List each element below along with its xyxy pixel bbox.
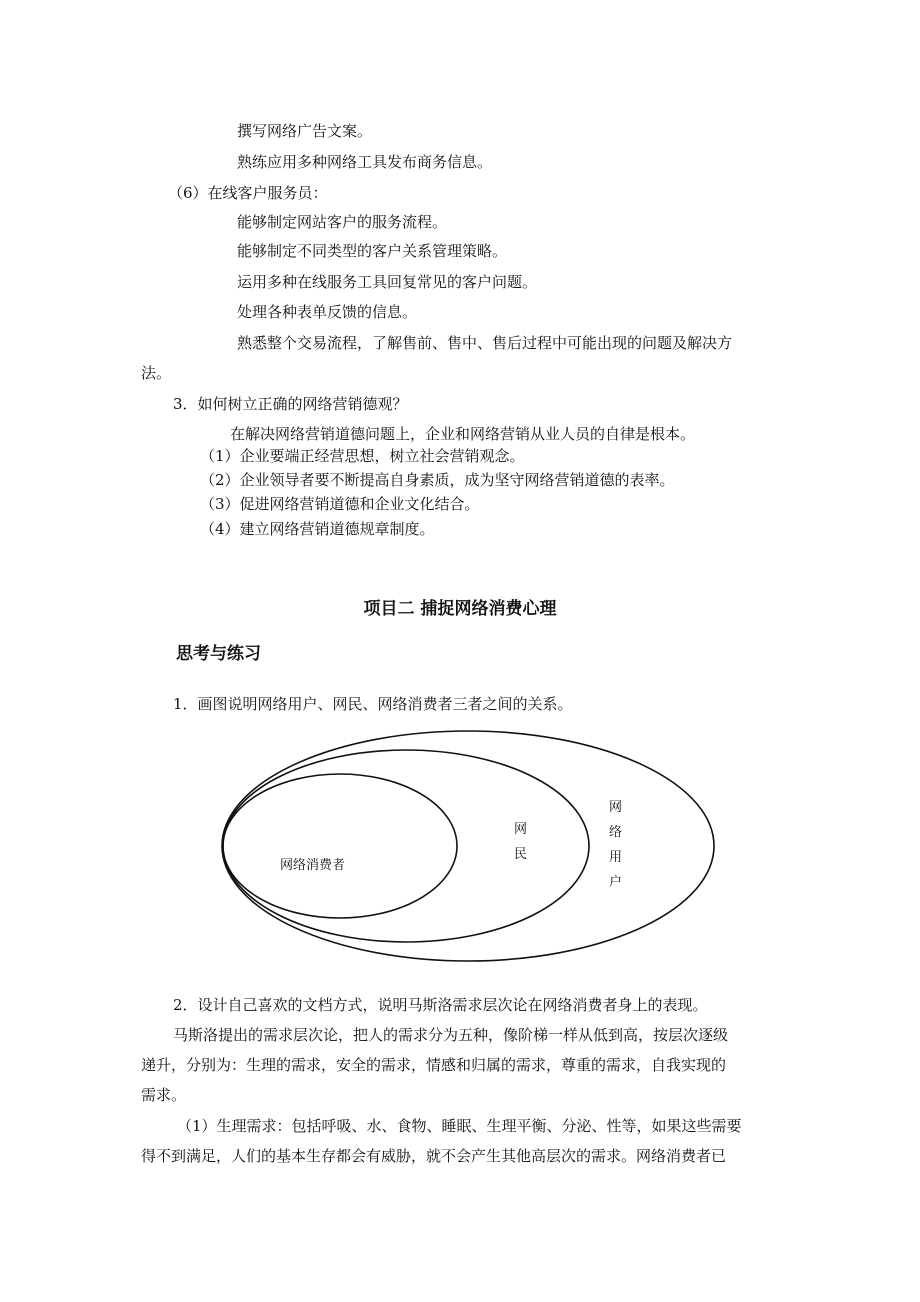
list-item: （3）促进网络营销道德和企业文化结合。 — [200, 495, 480, 513]
text-line: 能够制定网站客户的服务流程。 — [237, 213, 448, 231]
question-heading: 2．设计自己喜欢的文档方式，说明马斯洛需求层次论在网络消费者身上的表现。 — [173, 996, 708, 1014]
list-item: （1）企业要端正经营思想，树立社会营销观念。 — [200, 447, 525, 465]
text-line: 递升，分别为：生理的需求，安全的需求，情感和归属的需求，尊重的需求，自我实现的 — [141, 1056, 727, 1074]
middle-ellipse-netizens — [223, 750, 589, 942]
inner-ellipse-online-consumers — [223, 774, 457, 918]
outer-ellipse-network-users — [222, 731, 714, 961]
question-heading: 1．画图说明网络用户、网民、网络消费者三者之间的关系。 — [173, 695, 573, 713]
text-line: 马斯洛提出的需求层次论，把人的需求分为五种，像阶梯一样从低到高，按层次逐级 — [173, 1026, 729, 1044]
project-title: 项目二 捕捉网络消费心理 — [363, 599, 557, 619]
outer-label-char: 户 — [609, 875, 623, 890]
text-line: （1）生理需求：包括呼吸、水、食物、睡眠、生理平衡、分泌、性等，如果这些需要 — [177, 1117, 742, 1135]
text-line: 熟悉整个交易流程，了解售前、售中、售后过程中可能出现的问题及解决方 — [237, 334, 733, 352]
outer-label-char: 络 — [609, 825, 623, 840]
outer-label-char: 用 — [609, 850, 623, 865]
text-line: （6）在线客户服务员： — [168, 184, 328, 202]
question-heading: 3．如何树立正确的网络营销德观？ — [173, 395, 408, 413]
text-line: 撰写网络广告文案。 — [237, 122, 373, 140]
text-line: 处理各种表单反馈的信息。 — [237, 303, 418, 321]
text-line: 在解决网络营销道德问题上，企业和网络营销从业人员的自律是根本。 — [230, 425, 696, 443]
text-line: 需求。 — [141, 1086, 187, 1104]
text-line: 运用多种在线服务工具回复常见的客户问题。 — [237, 273, 538, 291]
list-item: （2）企业领导者要不断提高自身素质，成为坚守网络营销道德的表率。 — [200, 471, 675, 489]
text-line: 熟练应用多种网络工具发布商务信息。 — [237, 153, 493, 171]
list-item: （4）建立网络营销道德规章制度。 — [200, 520, 435, 538]
middle-label-char: 网 — [514, 822, 528, 837]
middle-label-char: 民 — [514, 847, 528, 862]
text-line: 得不到满足，人们的基本生存都会有威胁，就不会产生其他高层次的需求。网络消费者已 — [141, 1147, 727, 1165]
section-title: 思考与练习 — [176, 644, 261, 664]
inner-label: 网络消费者 — [280, 858, 346, 873]
text-line: 能够制定不同类型的客户关系管理策略。 — [237, 242, 508, 260]
outer-label-char: 网 — [609, 800, 623, 815]
text-line: 法。 — [141, 364, 172, 382]
